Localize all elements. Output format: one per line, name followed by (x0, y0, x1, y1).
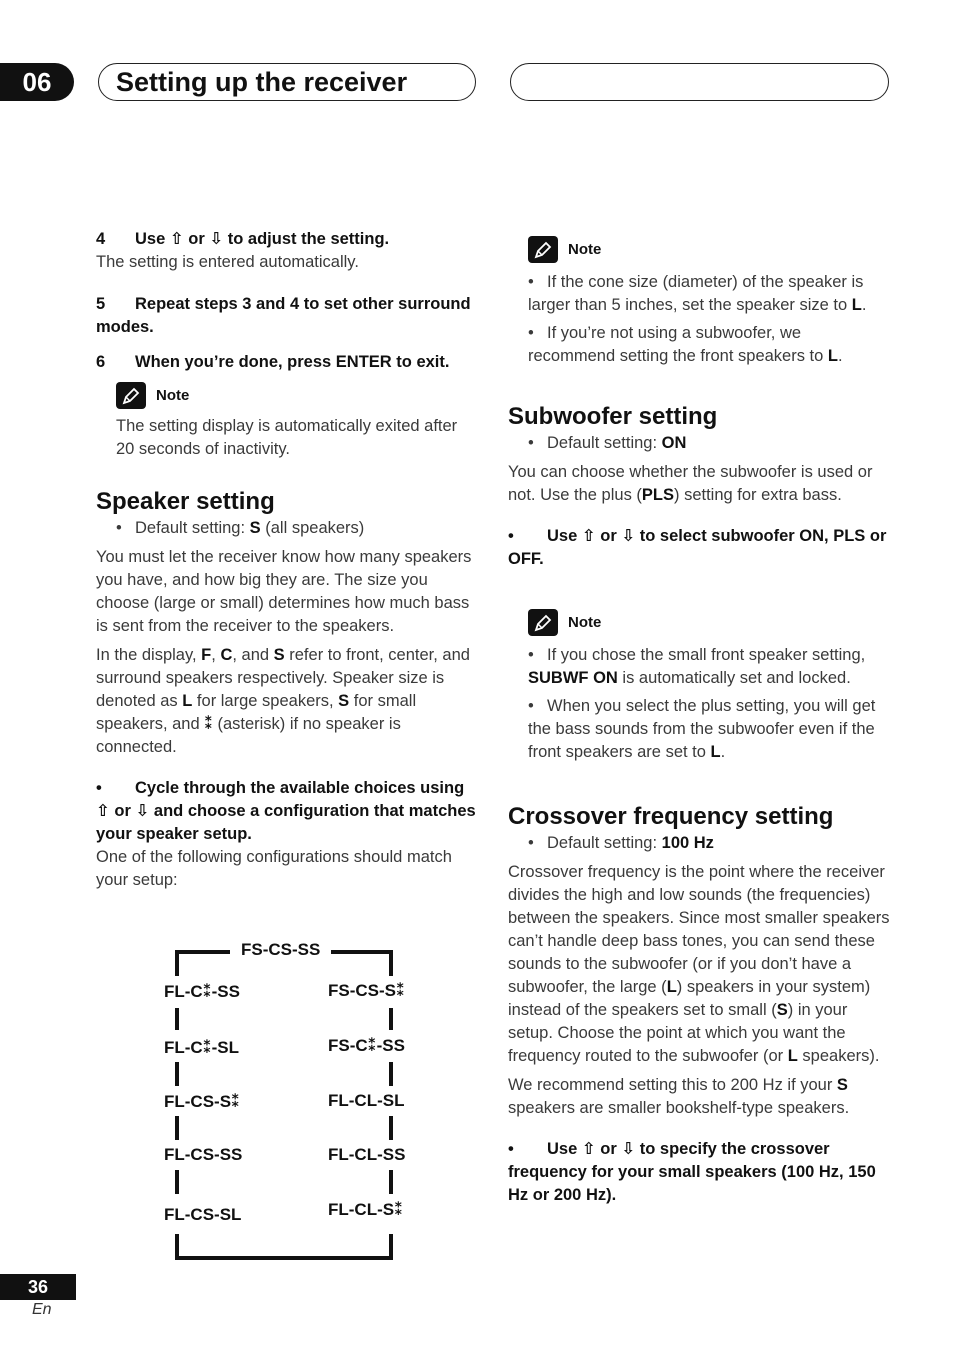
right-column (508, 236, 892, 1207)
subwoofer-paragraph: You can choose whether the subwoofer is used or not. Use the plus (PLS) setting for extra bass. (508, 463, 873, 504)
config-top: FS-CS-SS (241, 940, 321, 959)
subwoofer-default: • Default setting: ON (528, 434, 687, 452)
speaker-paragraph-2: In the display, F, C, and S refer to front, center, and surround speakers respectively. Speaker size is denoted as L for large speakers, S for small speakers, and ⁑ (asterisk) if no speaker is connected. (96, 646, 470, 756)
chapter-number: 06 (22, 66, 52, 97)
speaker-setting-title: Speaker setting (96, 488, 275, 515)
asterisk-icon: ⁑ (231, 1092, 240, 1111)
note2-bullet-2: • When you select the plus setting, you will get the bass sounds from the subwoofer even if the front speakers are set to L. (528, 697, 876, 761)
asterisk-icon: ⁑ (204, 715, 213, 733)
cycle-desc: One of the following configurations should match your setup: (96, 848, 452, 889)
diagram-top-right-bar (331, 950, 393, 954)
subwoofer-setting-title: Subwoofer setting (508, 403, 718, 430)
asterisk-icon: ⁑ (367, 1036, 377, 1055)
pencil-note-icon (116, 382, 146, 409)
config-left-5: FL-CS-SL (164, 1205, 242, 1224)
crossover-setting-title: Crossover frequency setting (508, 803, 834, 830)
diagram-left-top-stub (175, 950, 179, 976)
page-language: En (32, 1301, 52, 1318)
down-arrow-icon: ⇩ (209, 230, 224, 248)
asterisk-icon: ⁑ (202, 1038, 212, 1057)
speaker-paragraph-1: You must let the receiver know how many speakers you have, and how big they are. The size you choose (large or small) determines how much bass is sent from the receiver to the speakers. (96, 548, 472, 635)
crossover-paragraph-1: Crossover frequency is the point where the receiver divides the high and low sounds (the frequencies) between the speakers. Since most smaller speakers can’t handle deep bass tones, you can send these sounds to the subwoofer (or if you don’t have a subwoofer, the large (L) speakers in your system) instead of the speakers set to small (S) in your setup. Choose the point at which you want the frequency routed to the subwoofer (or L speakers). (508, 863, 890, 1065)
note-heading: Note (528, 236, 892, 263)
down-arrow-icon: ⇩ (621, 1140, 636, 1158)
crossover-paragraph-2: We recommend setting this to 200 Hz if your S speakers are smaller bookshelf-type speakers. (508, 1076, 850, 1117)
pencil-note-icon (528, 236, 558, 263)
chapter-title: Setting up the receiver (116, 67, 408, 97)
config-left-2: FL-C⁑-SL (164, 1038, 239, 1057)
up-arrow-icon: ⇧ (581, 1140, 596, 1158)
config-left-4: FL-CS-SS (164, 1145, 243, 1164)
asterisk-icon: ⁑ (396, 981, 405, 1000)
speaker-default: • Default setting: S (all speakers) (116, 519, 365, 537)
subwoofer-step: • Use ⇧ or ⇩ to select subwoofer ON, PLS or OFF. (508, 527, 887, 568)
diagram-bottom-bar (175, 1256, 393, 1260)
up-arrow-icon: ⇧ (581, 527, 596, 545)
diagram-top-left-bar (175, 950, 230, 954)
asterisk-icon: ⁑ (394, 1200, 403, 1219)
speaker-config-diagram (160, 938, 410, 1268)
cycle-step: • Cycle through the available choices using ⇧ or ⇩ and choose a configuration that matches your speaker setup. (96, 779, 476, 843)
config-right-4: FL-CL-SS (328, 1145, 406, 1164)
step-5: 5 Repeat steps 3 and 4 to set other surround modes. (96, 295, 471, 336)
chapter-number-tab (0, 63, 74, 101)
crossover-default: • Default setting: 100 Hz (528, 834, 714, 852)
config-right-1: FS-CS-S⁑ (328, 981, 405, 1000)
note-text: The setting display is automatically exited after 20 seconds of inactivity. (116, 417, 458, 458)
config-right-3: FL-CL-SL (328, 1091, 405, 1110)
config-right-2: FS-C⁑-SS (328, 1036, 405, 1055)
up-arrow-icon: ⇧ (96, 802, 110, 820)
left-column (96, 228, 476, 892)
note-heading: Note (528, 609, 892, 636)
up-arrow-icon: ⇧ (169, 230, 184, 248)
right-header-frame (510, 63, 889, 101)
down-arrow-icon: ⇩ (135, 802, 150, 820)
down-arrow-icon: ⇩ (621, 527, 636, 545)
pencil-note-icon (528, 609, 558, 636)
step-4-desc: The setting is entered automatically. (96, 253, 359, 271)
note-heading: Note (116, 382, 476, 409)
step-4: 4 Use ⇧ or ⇩ to adjust the setting. (96, 230, 390, 248)
config-left-1: FL-C⁑-SS (164, 982, 240, 1001)
page-number: 36 (0, 1274, 76, 1300)
diagram-right-top-stub (389, 950, 393, 976)
config-left-3: FL-CS-S⁑ (164, 1092, 240, 1111)
asterisk-icon: ⁑ (202, 982, 212, 1001)
note1-bullet-1: • If the cone size (diameter) of the speaker is larger than 5 inches, set the speaker size to L. (528, 273, 867, 314)
note1-bullet-2: • If you’re not using a subwoofer, we recommend setting the front speakers to L. (528, 324, 843, 365)
crossover-step: • Use ⇧ or ⇩ to specify the crossover frequency for your small speakers (100 Hz, 150 Hz or 200 Hz). (508, 1140, 876, 1204)
note2-bullet-1: • If you chose the small front speaker setting, SUBWF ON is automatically set and locked. (528, 646, 866, 687)
step-6: 6 When you’re done, press ENTER to exit. (96, 353, 450, 371)
config-right-5: FL-CL-S⁑ (328, 1200, 403, 1219)
